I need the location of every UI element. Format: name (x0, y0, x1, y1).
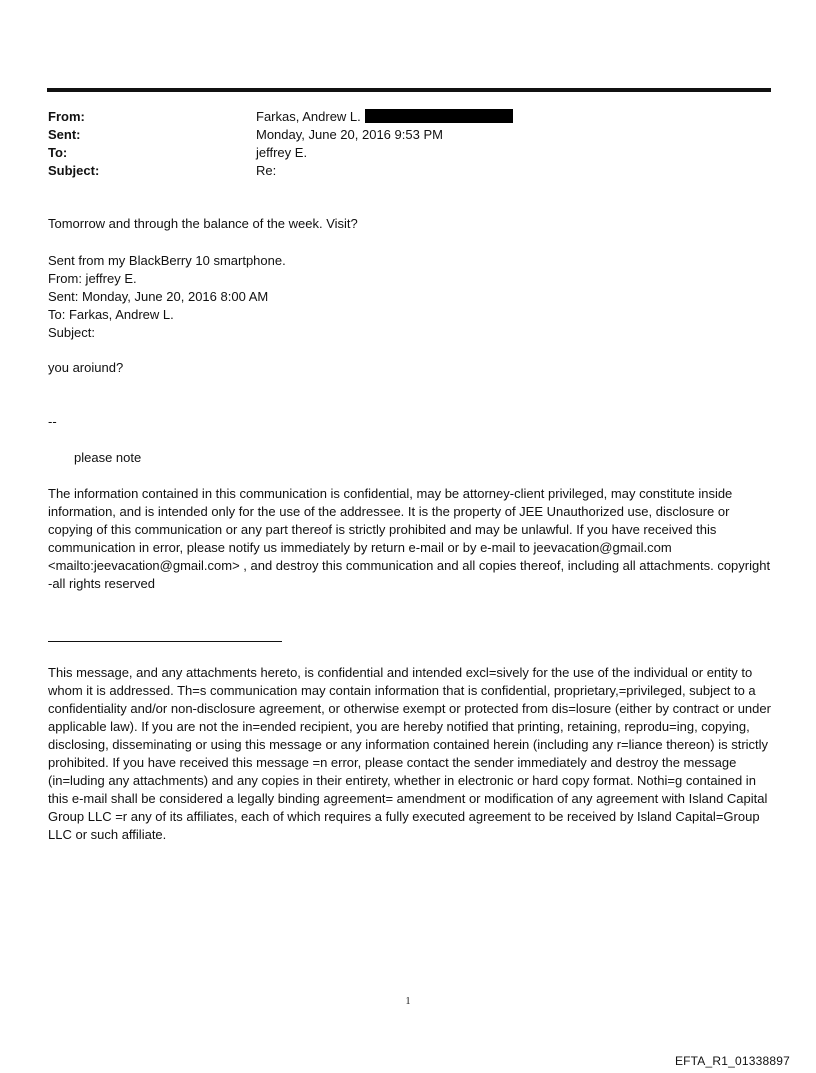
disclaimer-2: This message, and any attachments hereto, is confidential and intended excl=sively for the use of the individual or entity to whom it is addressed. Th=s communication may contain information that is confidential, proprietary,=privileged, subject to a confidentiality and/or non-disclosure agreement, or otherwise exempt or protected from dis=losure (either by contract or under applicable law). If you are not the in=ended recipient, you are hereby notified that printing, retaining, reprodu=ing, copying, disclosing, disseminating or using this message or any information contained herein (including any r=liance thereon) is strictly prohibited. If you have received this message =n error, please contact the sender immediately and destroy the message (in=luding any attachments) and any copies in their entirety, whether in electronic or hard copy format. Nothi=g contained in this e-mail shall be considered a legally binding agreement= amendment or modification of any agreement with Island Capital Group LLC =r any of its affiliates, each of which requires a fully executed agreement to be received by Island Capital=Group LLC or such affiliate. (48, 665, 771, 842)
quoted-message: you aroiund? (48, 360, 124, 375)
please-note-block (48, 449, 772, 467)
header-rule (47, 88, 771, 92)
sent-label: Sent: (48, 127, 81, 142)
from-value: Farkas, Andrew L. (256, 109, 361, 124)
subject-row (48, 162, 748, 180)
please-note: please note (74, 450, 142, 465)
page-number: 1 (405, 996, 411, 1007)
subject-label: Subject: (48, 163, 100, 178)
disclaimer-1-block (48, 485, 772, 593)
from-label: From: (48, 109, 85, 124)
disclaimer-2-block (48, 664, 772, 844)
from-row (48, 108, 748, 126)
quoted-from: From: jeffrey E. (48, 271, 137, 286)
quoted-to: To: Farkas, Andrew L. (48, 307, 174, 322)
subject-value: Re: (256, 163, 277, 178)
disclaimer-divider (48, 641, 282, 642)
quoted-subject: Subject: (48, 325, 95, 340)
to-value: jeffrey E. (256, 145, 308, 160)
sig-separator: -- (48, 414, 57, 429)
sent-row (48, 126, 748, 144)
to-row (48, 144, 748, 162)
quoted-message-block (48, 359, 772, 377)
sent-value: Monday, June 20, 2016 9:53 PM (256, 127, 443, 142)
redaction-bar (365, 109, 513, 123)
disclaimer-1: The information contained in this communication is confidential, may be attorney-client privileged, may constitute inside information, and is intended only for the use of the addressee. It is the property of JEE Unauthorized use, disclosure or copying of this communication or any part thereof is strictly prohibited and may be unlawful. If you have received this communication in error, please notify us immediately by return e-mail or by e-mail to jeevacation@gmail.com <mailto:jeevacation@gmail.com> , and destroy this communication and all copies thereof, including all attachments. copyright -all rights reserved (48, 486, 771, 591)
quoted-sent: Sent: Monday, June 20, 2016 8:00 AM (48, 289, 269, 304)
to-label: To: (48, 145, 68, 160)
signature-line: Sent from my BlackBerry 10 smartphone. (48, 253, 286, 268)
sig-separator-block (48, 413, 772, 431)
email-header (48, 108, 748, 180)
quoted-header-block (48, 252, 772, 342)
reply-text: Tomorrow and through the balance of the week. Visit? (48, 216, 358, 231)
from-value-wrap (256, 108, 748, 126)
footer-document-id: EFTA_R1_01338897 (674, 1054, 790, 1068)
reply-text-block (48, 215, 772, 233)
